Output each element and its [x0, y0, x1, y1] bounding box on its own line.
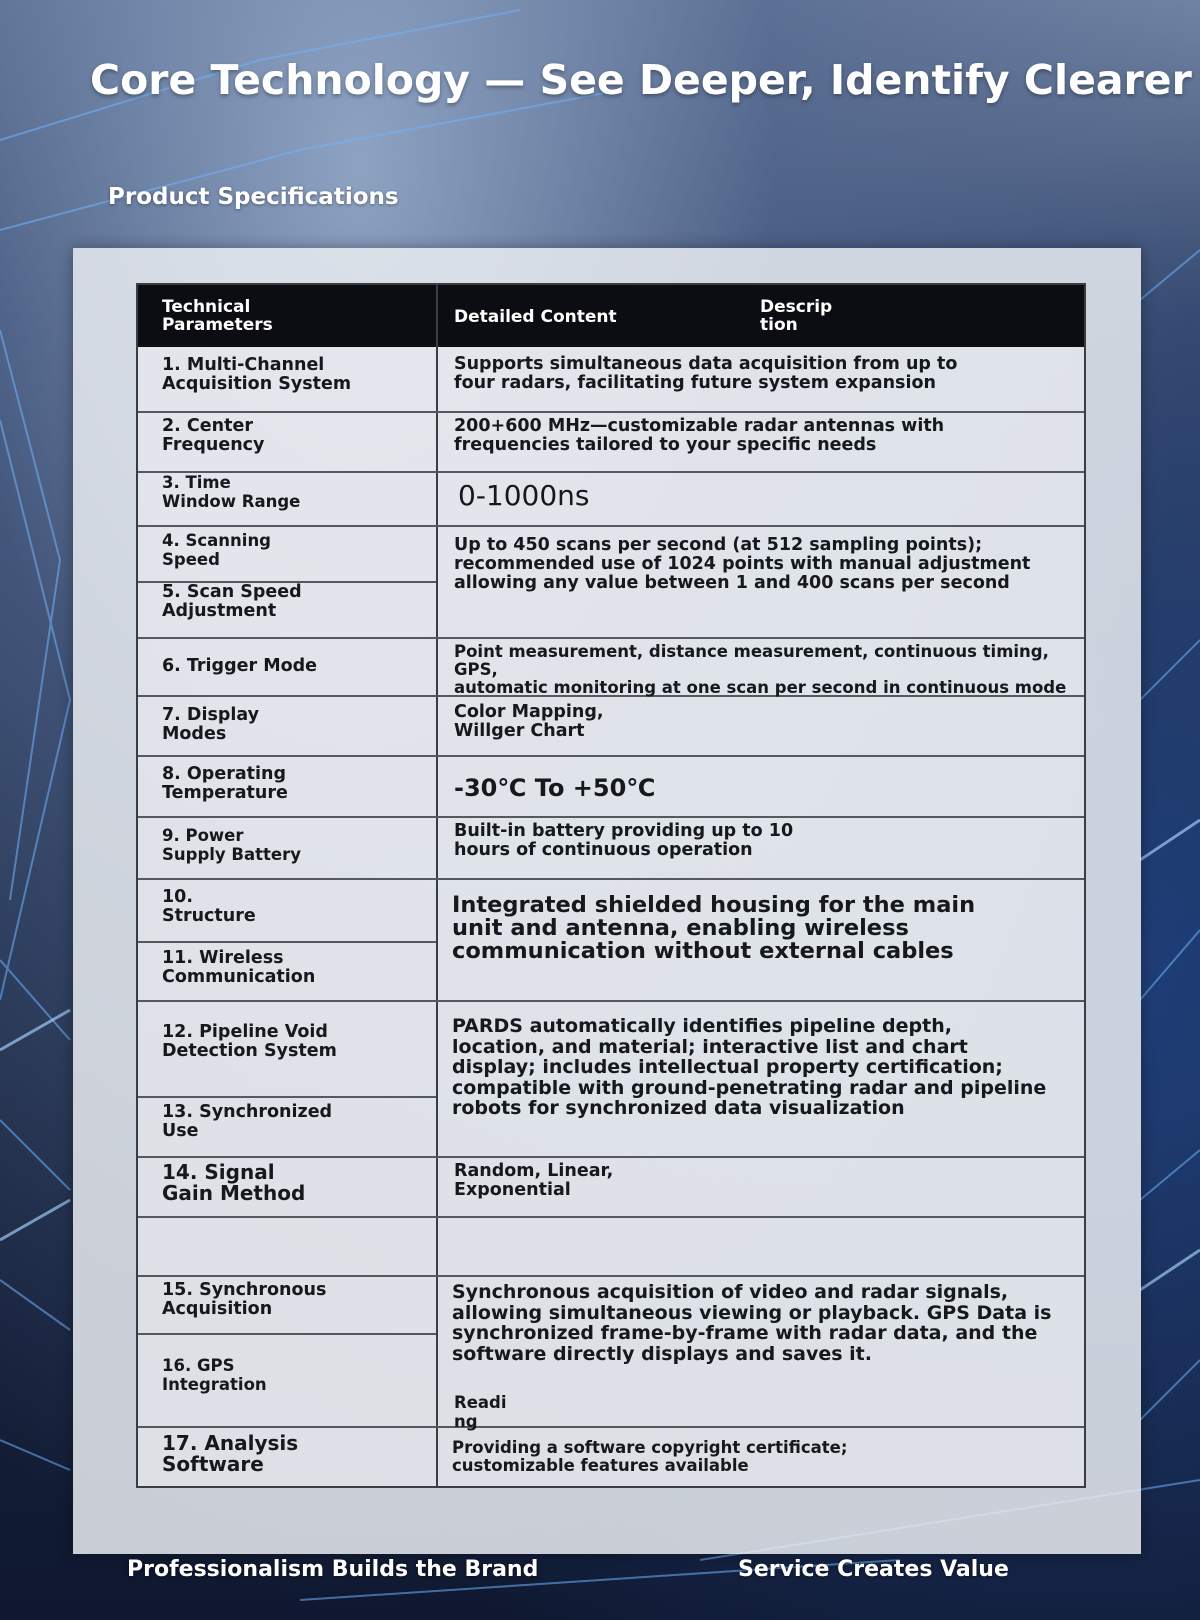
detail-cell: 0-1000ns [458, 479, 590, 512]
page-title: Core Technology — See Deeper, Identify Clearer [90, 56, 1192, 104]
section-subtitle: Product Specifications [108, 184, 399, 210]
row-divider [138, 1275, 1084, 1277]
column-divider [436, 285, 438, 1486]
param-cell: 2. Center Frequency [162, 416, 265, 455]
param-cell: 5. Scan Speed Adjustment [162, 582, 302, 621]
param-cell: 1. Multi-Channel Acquisition System [162, 355, 352, 394]
param-cell: 13. Synchronized Use [162, 1102, 333, 1141]
column-header-content: Detailed Content [454, 307, 617, 327]
param-cell: 8. Operating Temperature [162, 764, 288, 803]
detail-cell: PARDS automatically identifies pipeline depth, location, and material; interactive list and chart display; includes intellectual property certification; compatible with ground-penetrating radar and pipeline robots for synchronized data visualization [452, 1015, 1047, 1119]
table-header [138, 285, 1084, 347]
param-cell: 9. Power Supply Battery [162, 826, 301, 864]
detail-cell: Built-in battery providing up to 10 hours of continuous operation [454, 821, 794, 860]
row-divider [138, 941, 436, 943]
param-cell: 17. Analysis Software [162, 1431, 299, 1476]
param-cell: 16. GPS Integration [162, 1356, 267, 1394]
detail-cell: Random, Linear, Exponential [454, 1161, 614, 1200]
row-divider [138, 1096, 436, 1098]
param-cell: 6. Trigger Mode [162, 656, 318, 676]
row-divider [138, 816, 1084, 818]
row-divider [138, 1216, 1084, 1218]
detail-cell: Up to 450 scans per second (at 512 sampling points); recommended use of 1024 points with manual adjustment allowing any value between 1 and 400 scans per second [454, 535, 1031, 593]
row-divider [138, 1156, 1084, 1158]
row-divider [138, 878, 1084, 880]
param-cell: 3. Time Window Range [162, 473, 301, 511]
param-cell: 14. Signal Gain Method [162, 1160, 306, 1205]
param-cell: 12. Pipeline Void Detection System [162, 1022, 337, 1061]
detail-cell: Integrated shielded housing for the main unit and antenna, enabling wireless communication without external cables [452, 892, 976, 964]
footer-slogan-right: Service Creates Value [738, 1557, 1009, 1582]
detail-cell: Readi ng [454, 1393, 507, 1431]
param-cell: 7. Display Modes [162, 705, 260, 744]
footer-slogan-left: Professionalism Builds the Brand [127, 1557, 539, 1582]
param-cell: 10. Structure [162, 887, 256, 926]
spec-table [136, 283, 1086, 1488]
detail-cell: Providing a software copyright certificate; customizable features available [452, 1438, 848, 1475]
detail-cell: Color Mapping, Willger Chart [454, 702, 604, 741]
column-header-params: Technical Parameters [162, 297, 273, 335]
detail-cell: Point measurement, distance measurement, continuous timing, GPS, automatic monitoring at one scan per second in continuous mode [454, 642, 1067, 697]
row-divider [138, 1000, 1084, 1002]
param-cell: 15. Synchronous Acquisition [162, 1280, 327, 1319]
param-cell: 11. Wireless Communication [162, 948, 316, 987]
row-divider [138, 1333, 436, 1335]
row-divider [138, 637, 1084, 639]
column-header-description: Descrip tion [760, 297, 833, 335]
param-cell: 4. Scanning Speed [162, 531, 271, 569]
row-divider [138, 411, 1084, 413]
detail-cell: Supports simultaneous data acquisition from up to four radars, facilitating future system expansion [454, 354, 958, 393]
row-divider [138, 525, 1084, 527]
detail-cell: -30℃ To +50℃ [454, 774, 656, 802]
detail-cell: 200+600 MHz—customizable radar antennas with frequencies tailored to your specific needs [454, 416, 945, 455]
row-divider [138, 755, 1084, 757]
detail-cell: Synchronous acquisition of video and radar signals, allowing simultaneous viewing or playback. GPS Data is synchronized frame-by-frame with radar data, and the software directly displays and saves it. [452, 1281, 1052, 1365]
